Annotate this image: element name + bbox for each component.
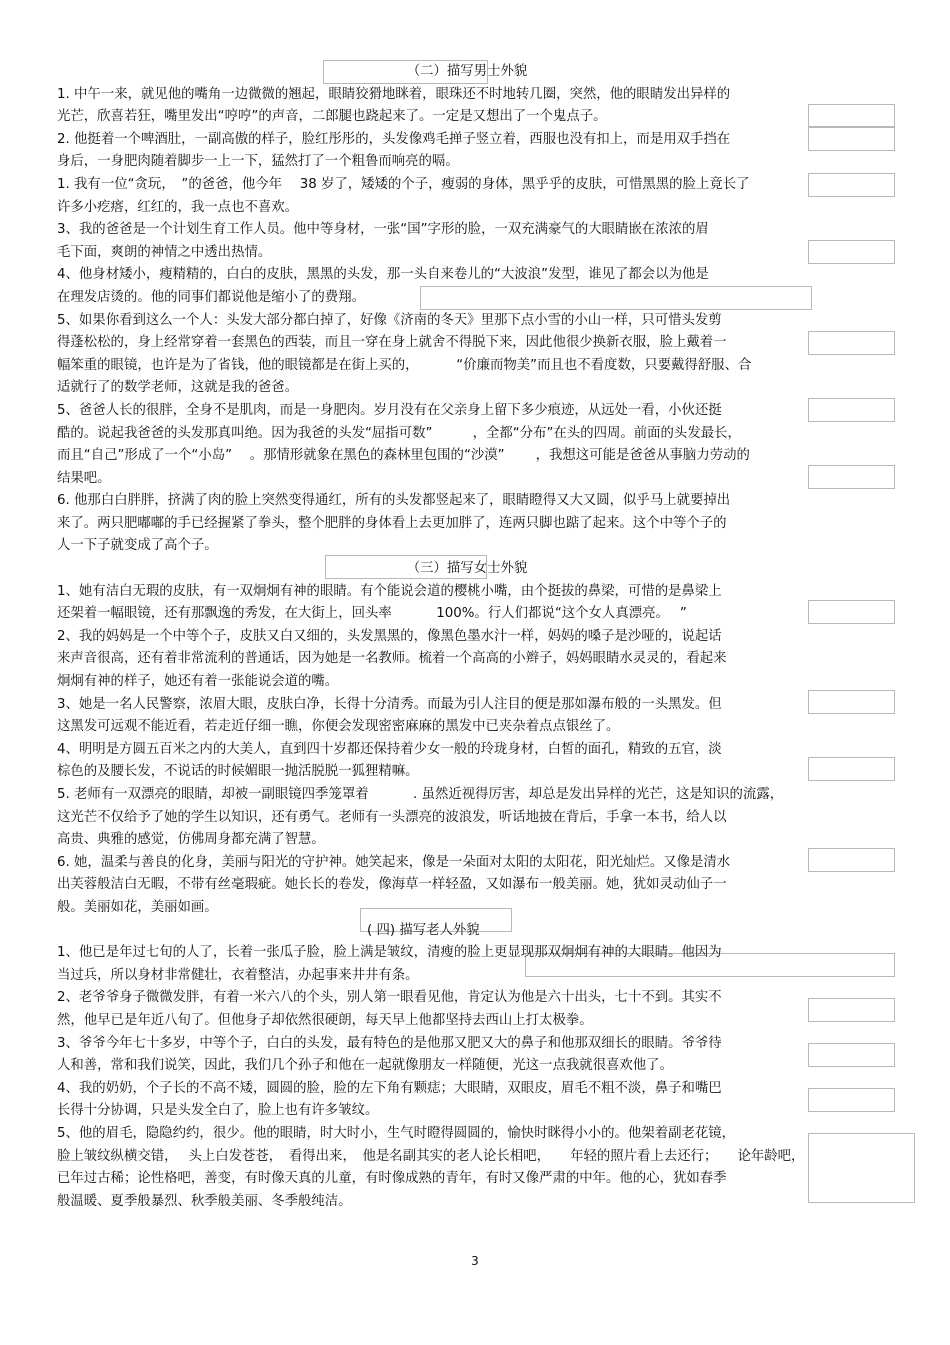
text-line: 人一下子就变成了高个子。 <box>57 538 218 554</box>
text-line: 毛下面，爽朗的神情之中透出热情。 <box>57 244 272 260</box>
text-line: 结果吧。 <box>57 470 111 486</box>
section-heading-men: （二）描写男士外貌 <box>406 64 528 79</box>
text-line: 酷的。说起我爸爸的头发那真叫绝。因为我爸的头发“屈指可数” ，全都“分布”在头的四周。前面的头发最长， <box>57 425 741 441</box>
text-line: 1. 中午一来，就见他的嘴角一边微微的翘起，眼睛狡猾地眯着，眼珠还不时地转几圈，突然，他的眼睛发出异样的 <box>57 86 731 102</box>
text-line: 在理发店烫的。他的同事们都说他是缩小了的费翔。 <box>57 289 365 305</box>
text-line: 当过兵，所以身材非常健壮，衣着整洁，办起事来井井有条。 <box>57 967 419 983</box>
text-line: 得蓬松松的，身上经常穿着一套黑色的西装，而且一穿在身上就舍不得脱下来，因此他很少换新衣服，脸上戴着一 <box>57 335 727 351</box>
text-line: 这光芒不仅给予了她的学生以知识，还有勇气。老师有一头漂亮的波浪发，听话地披在背后，手拿一本书，给人以 <box>57 809 727 825</box>
text-line: 长得十分协调，只是头发全白了，脸上也有许多皱纹。 <box>57 1103 379 1119</box>
text-line: 已年过古稀；论性格吧，善变，有时像天真的儿童，有时像成熟的青年，有时又像严肃的中年。他的心，犹如春季 <box>57 1171 727 1187</box>
text-line: 2、我的妈妈是一个中等个子，皮肤又白又细的，头发黑黑的，像黑色墨水汁一样，妈妈的嗓子是沙哑的，说起话 <box>57 628 722 644</box>
text-line: 还架着一幅眼镜，还有那飘逸的秀发，在大街上，回头率 100%。行人们都说“这个女人真漂亮。 ” <box>57 606 687 622</box>
text-line: 1. 我有一位“贪玩， ”的爸爸，他今年 38 岁了，矮矮的个子，瘦弱的身体，黑乎乎的皮肤，可惜黑黑的脸上竟长了 <box>57 176 750 192</box>
text-line: 5. 老师有一双漂亮的眼睛，却被一副眼镜四季笼罩着 . 虽然近视得厉害，却总是发出异样的光芒，这是知识的流露， <box>57 787 784 802</box>
text-line: 脸上皱纹纵横交错， 头上白发苍苍， 看得出来， 他是名副其实的老人论长相吧， 年轻的照片看上去还行； 论年龄吧， <box>57 1148 805 1164</box>
text-line: 来声音很高，还有着非常流利的普通话，因为她是一名教师。梳着一个高高的小辫子，妈妈眼睛水灵灵的，看起来 <box>57 651 727 667</box>
text-line: 4、明明是方圆五百米之内的大美人，直到四十岁都还保持着少女一般的玲珑身材，白皙的面孔，精致的五官，淡 <box>57 741 722 757</box>
text-line: 人和善，常和我们说笑，因此，我们几个孙子和他在一起就像朋友一样随便，光这一点我就很喜欢他了。 <box>57 1058 673 1074</box>
text-line: 1、她有洁白无瑕的皮肤，有一双炯炯有神的眼睛。有个能说会道的樱桃小嘴，由个挺拔的鼻梁，可惜的是鼻梁上 <box>57 583 722 599</box>
text-line: 出芙蓉般洁白无暇，不带有丝毫瑕疵。她长长的卷发，像海草一样轻盈，又如瀑布一般美丽。她，犹如灵动仙子一 <box>57 877 727 893</box>
text-line: 棕色的及腰长发，不说话的时候媚眼一抛活脱脱一狐狸精嘛。 <box>57 764 419 780</box>
text-line: 炯炯有神的样子，她还有着一张能说会道的嘴。 <box>57 674 339 690</box>
text-line: 5、他的眉毛，隐隐约约，很少。他的眼睛，时大时小，生气时瞪得圆圆的，愉快时眯得小小的。他架着副老花镜， <box>57 1125 736 1141</box>
document-content <box>57 61 877 1213</box>
text-line: 6. 他那白白胖胖，挤满了肉的脸上突然变得通红，所有的头发都竖起来了，眼睛瞪得又大又圆，似乎马上就要掉出 <box>57 493 731 509</box>
text-line: 而且“自己”形成了一个“小岛” 。那情形就象在黑色的森林里包围的“沙漠” ，我想这可能是爸爸从事脑力劳动的 <box>57 448 750 464</box>
text-line: 幅笨重的眼镜，也许是为了省钱，他的眼镜都是在街上买的， “价廉而物美”而且也不看度数，只要戴得舒服、合 <box>57 357 752 373</box>
text-line: 3、我的爸爸是一个计划生育工作人员。他中等身材，一张“国”字形的脸，一双充满豪气的大眼睛嵌在浓浓的眉 <box>57 222 709 238</box>
text-line: 般。美丽如花，美丽如画。 <box>57 899 218 915</box>
text-line: 2、老爷爷身子微微发胖，有着一米六八的个头，别人第一眼看见他，肯定认为他是六十出头，七十不到。其实不 <box>57 990 722 1006</box>
text-line: 身后，一身肥肉随着脚步一上一下，猛然打了一个粗鲁而响亮的嗝。 <box>57 154 459 170</box>
text-line: 适就行了的数学老师，这就是我的爸爸。 <box>57 380 299 396</box>
section-heading-elderly: ( 四) 描写老人外貌 <box>367 922 480 938</box>
text-line: 3、她是一名人民警察，浓眉大眼，皮肤白净，长得十分清秀。而最为引人注目的便是那如瀑布般的一头黑发。但 <box>57 696 722 712</box>
text-line: 5、爸爸人长的很胖，全身不是肌肉，而是一身肥肉。岁月没有在父亲身上留下多少痕迹，从远处一看，小伙还挺 <box>57 402 722 418</box>
text-line: 般温暖、夏季般暴烈、秋季般美丽、冬季般纯洁。 <box>57 1193 352 1209</box>
text-line: 然，他早已是年近八旬了。但他身子却依然很硬朗，每天早上他都坚持去西山上打太极拳。 <box>57 1012 593 1028</box>
text-line: 3、爷爷今年七十多岁，中等个子，白白的头发，最有特色的是他那又肥又大的鼻子和他那双细长的眼睛。爷爷待 <box>57 1035 722 1051</box>
text-line: 2. 他挺着一个啤酒肚，一副高傲的样子，脸红彤彤的，头发像鸡毛掸子竖立着，西服也没有扣上，而是用双手挡在 <box>57 131 731 147</box>
text-line: 6. 她，温柔与善良的化身，美丽与阳光的守护神。她笑起来，像是一朵面对太阳的太阳花，阳光灿烂。又像是清水 <box>57 854 731 870</box>
text-line: 4、他身材矮小，瘦精精的，白白的皮肤，黑黑的头发，那一头自来卷儿的“大波浪”发型，谁见了都会以为他是 <box>57 267 709 283</box>
text-line: 5、如果你看到这么一个人：头发大部分都白掉了，好像《济南的冬天》里那下点小雪的小山一样，只可惜头发剪 <box>57 312 722 328</box>
text-line: 来了。两只肥嘟嘟的手已经握紧了拳头，整个肥胖的身体看上去更加胖了，连两只脚也踮了起来。这个中等个子的 <box>57 515 727 531</box>
section-heading-women: （三）描写女士外貌 <box>406 561 528 577</box>
text-line: 1、他已是年过七旬的人了，长着一张瓜子脸，脸上满是皱纹，清瘦的脸上更显现那双炯炯有神的大眼睛。他因为 <box>57 945 722 961</box>
page-number: 3 <box>471 1254 479 1268</box>
text-line: 高贵、典雅的感觉，仿佛周身都充满了智慧。 <box>57 832 325 848</box>
text-line: 光芒，欣喜若狂，嘴里发出“哼哼”的声音，二郎腿也跷起来了。一定是又想出了一个鬼点子。 <box>57 109 607 125</box>
text-line: 4、我的奶奶，个子长的不高不矮，圆圆的脸，脸的左下角有颗痣；大眼睛，双眼皮，眉毛不粗不淡，鼻子和嘴巴 <box>57 1080 722 1096</box>
text-line: 许多小疙瘩，红红的，我一点也不喜欢。 <box>57 199 299 215</box>
text-line: 这黑发可远观不能近看，若走近仔细一瞧，你便会发现密密麻麻的黑发中已夹杂着点点银丝了。 <box>57 719 620 735</box>
